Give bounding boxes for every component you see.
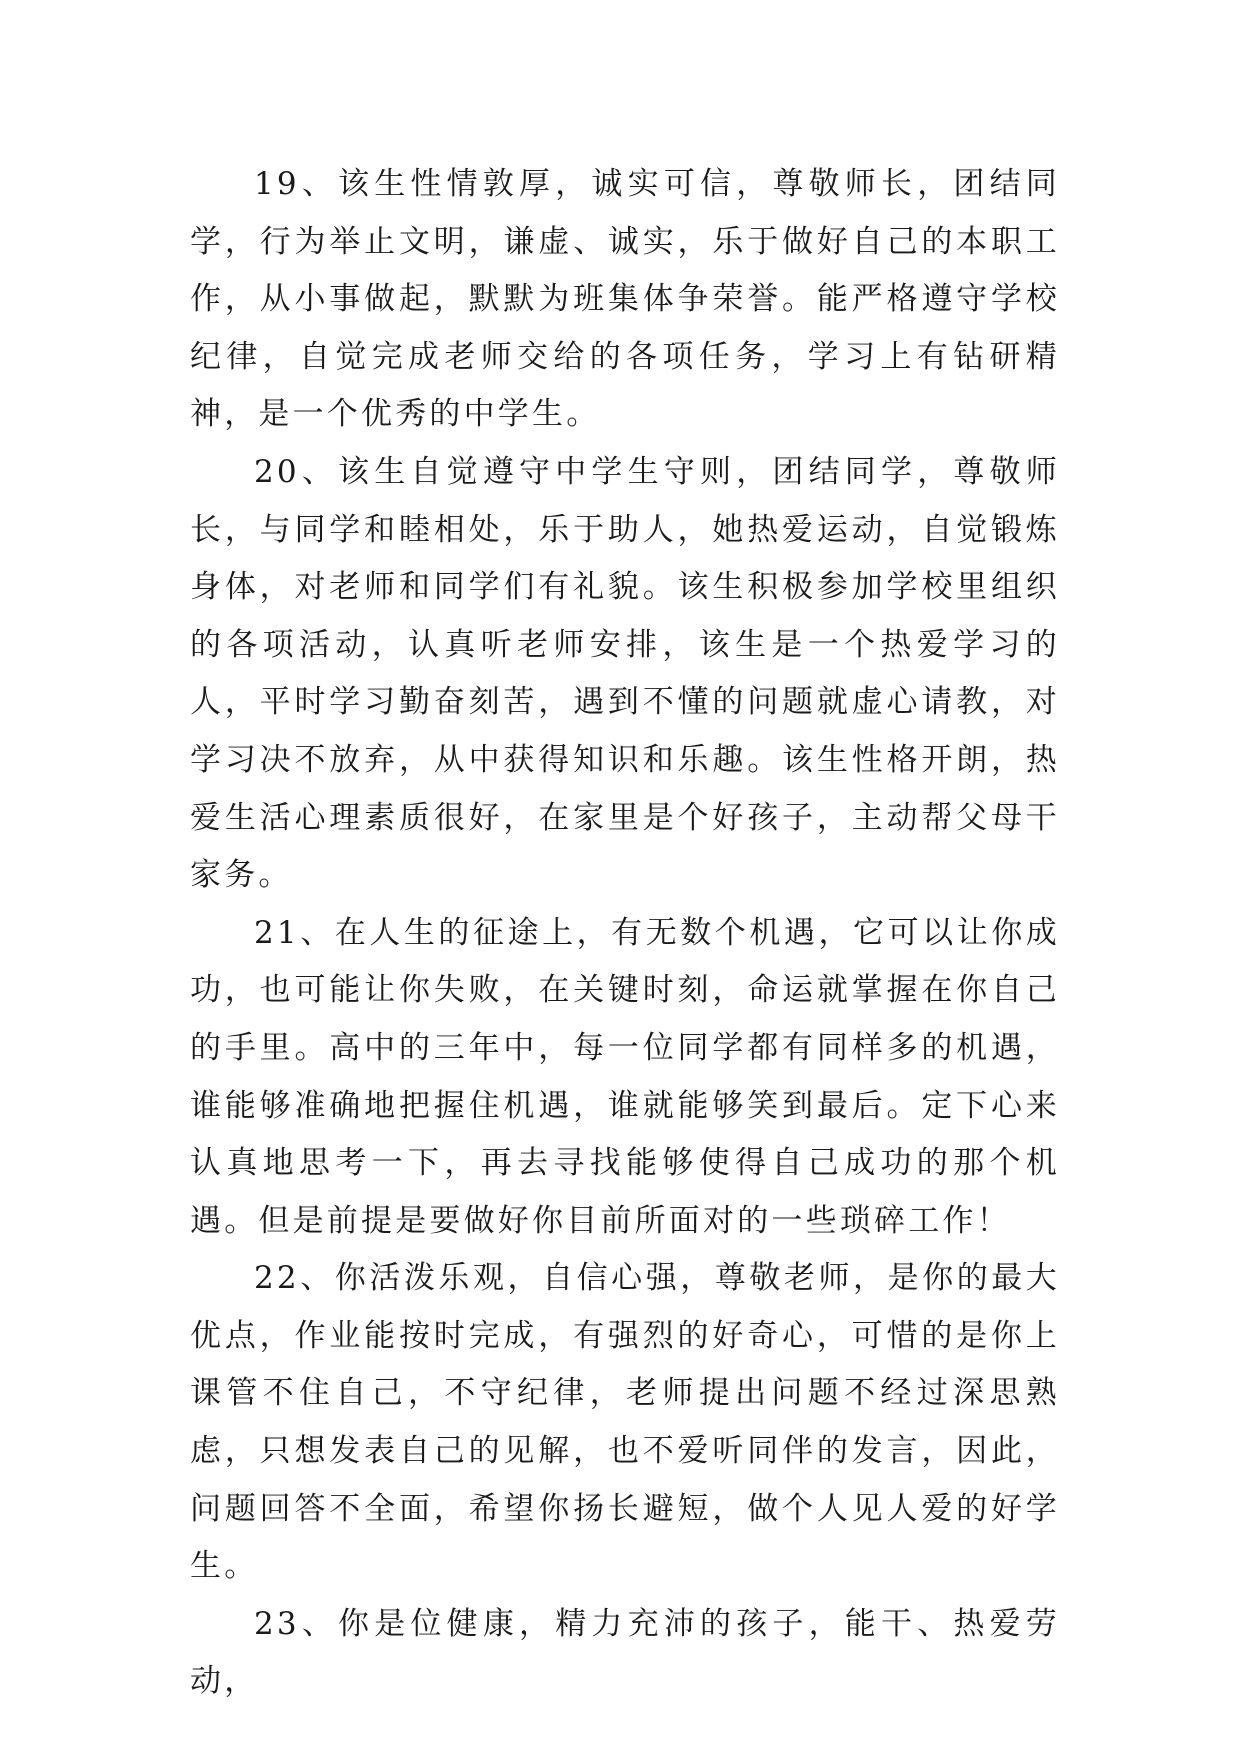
paragraph-21: 21、在人生的征途上，有无数个机遇，它可以让你成功，也可能让你失败，在关键时刻，命运就掌握在你自己的手里。高中的三年中，每一位同学都有同样多的机遇，谁能够准确地把握住机遇，谁就能够笑到最后。定下心来认真地思考一下，再去寻找能够使得自己成功的那个机遇。但是前提是要做好你目前所面对的一些琐碎工作！ bbox=[190, 914, 1060, 1239]
paragraph-20: 20、该生自觉遵守中学生守则，团结同学，尊敬师长，与同学和睦相处，乐于助人，她热爱运动，自觉锻炼身体，对老师和同学们有礼貌。该生积极参加学校里组织的各项活动，认真听老师安排，该生是一个热爱学习的人，平时学习勤奋刻苦，遇到不懂的问题就虚心请教，对学习决不放弃，从中获得知识和乐趣。该生性格开朗，热爱生活心理素质很好，在家里是个好孩子，主动帮父母干家务。 bbox=[190, 453, 1060, 894]
document-body bbox=[190, 156, 1060, 1711]
paragraph-19: 19、该生性情敦厚，诚实可信，尊敬师长，团结同学，行为举止文明，谦虚、诚实，乐于做好自己的本职工作，从小事做起，默默为班集体争荣誉。能严格遵守学校纪律，自觉完成老师交给的各项任务，学习上有钻研精神，是一个优秀的中学生。 bbox=[190, 166, 1060, 433]
paragraph-22: 22、你活泼乐观，自信心强，尊敬老师，是你的最大优点，作业能按时完成，有强烈的好奇心，可惜的是你上课管不住自己，不守纪律，老师提出问题不经过深思熟虑，只想发表自己的见解，也不爱听同伴的发言，因此，问题回答不全面，希望你扬长避短，做个人见人爱的好学生。 bbox=[190, 1260, 1060, 1585]
paragraph-23: 23、你是位健康，精力充沛的孩子，能干、热爱劳动， bbox=[190, 1605, 1060, 1700]
